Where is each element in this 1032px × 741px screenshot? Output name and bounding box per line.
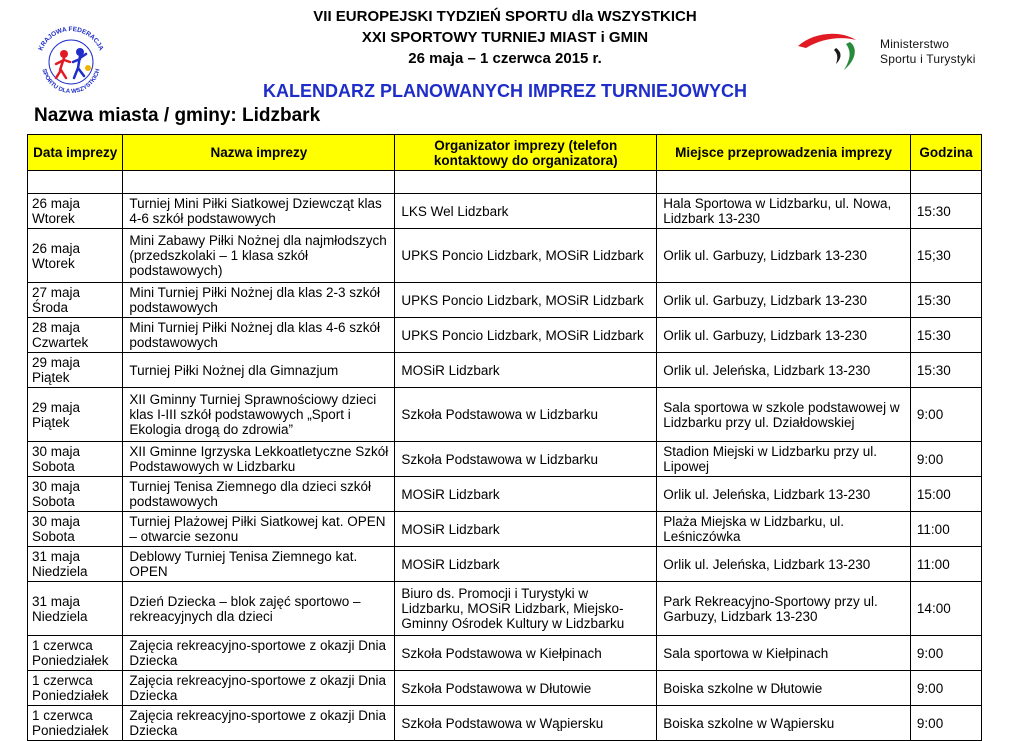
name-cell: Mini Turniej Piłki Nożnej dla klas 4-6 szkół podstawowych xyxy=(123,318,395,353)
name-cell: Deblowy Turniej Tenisa Ziemnego kat. OPEN xyxy=(123,547,395,582)
organizer-cell: MOSiR Lidzbark xyxy=(395,353,657,388)
organizer-cell: UPKS Poncio Lidzbark, MOSiR Lidzbark xyxy=(395,229,657,283)
name-cell: Turniej Piłki Nożnej dla Gimnazjum xyxy=(123,353,395,388)
table-row xyxy=(28,477,982,512)
name-cell: Zajęcia rekreacyjno-sportowe z okazji Dnia Dziecka xyxy=(123,636,395,671)
document-header xyxy=(0,0,1032,132)
organizer-cell: Szkoła Podstawowa w Wąpiersku xyxy=(395,706,657,741)
header-place: Miejsce przeprowadzenia imprezy xyxy=(657,135,911,171)
header-time: Godzina xyxy=(910,135,981,171)
date-cell: 31 maja Niedziela xyxy=(28,547,123,582)
place-cell: Plaża Miejska w Lidzbarku, ul. Leśniczówka xyxy=(657,512,911,547)
name-cell: Mini Turniej Piłki Nożnej dla klas 2-3 szkół podstawowych xyxy=(123,283,395,318)
table-row xyxy=(28,706,982,741)
organizer-cell: Szkoła Podstawowa w Lidzbarku xyxy=(395,442,657,477)
place-cell: Sala sportowa w szkole podstawowej w Lidzbarku przy ul. Działdowskiej xyxy=(657,388,911,442)
place-cell: Hala Sportowa w Lidzbarku, ul. Nowa, Lidzbark 13-230 xyxy=(657,194,911,229)
name-cell: XII Gminne Igrzyska Lekkoatletyczne Szkół Podstawowych w Lidzbarku xyxy=(123,442,395,477)
name-cell: Zajęcia rekreacyjno-sportowe z okazji Dnia Dziecka xyxy=(123,706,395,741)
ministry-line-1: Ministerstwo xyxy=(880,37,950,51)
events-table xyxy=(27,134,982,741)
date-cell: 28 maja Czwartek xyxy=(28,318,123,353)
date-cell: 1 czerwca Poniedziałek xyxy=(28,636,123,671)
federation-logo-icon xyxy=(30,18,112,100)
time-cell: 9:00 xyxy=(910,388,981,442)
table-row xyxy=(28,318,982,353)
name-cell: Dzień Dziecka – blok zajęć sportowo – rekreacyjnych dla dzieci xyxy=(123,582,395,636)
date-cell: 26 maja Wtorek xyxy=(28,229,123,283)
name-cell: Turniej Mini Piłki Siatkowej Dziewcząt klas 4-6 szkół podstawowych xyxy=(123,194,395,229)
time-cell: 9:00 xyxy=(910,706,981,741)
table-header-row xyxy=(28,135,982,171)
date-cell: 30 maja Sobota xyxy=(28,512,123,547)
organizer-cell: UPKS Poncio Lidzbark, MOSiR Lidzbark xyxy=(395,283,657,318)
time-cell: 15;30 xyxy=(910,229,981,283)
date-cell: 31 maja Niedziela xyxy=(28,582,123,636)
table-row xyxy=(28,353,982,388)
organizer-cell: Szkoła Podstawowa w Dłutowie xyxy=(395,671,657,706)
table-row xyxy=(28,442,982,477)
table-cell xyxy=(395,171,657,194)
organizer-cell: UPKS Poncio Lidzbark, MOSiR Lidzbark xyxy=(395,318,657,353)
table-row xyxy=(28,388,982,442)
table-row xyxy=(28,512,982,547)
name-cell: XII Gminny Turniej Sprawnościowy dzieci klas I-III szkół podstawowych „Sport i Ekologia drogą do zdrowia” xyxy=(123,388,395,442)
place-cell: Sala sportowa w Kiełpinach xyxy=(657,636,911,671)
date-cell: 26 maja Wtorek xyxy=(28,194,123,229)
place-cell: Orlik ul. Garbuzy, Lidzbark 13-230 xyxy=(657,229,911,283)
date-cell: 30 maja Sobota xyxy=(28,442,123,477)
place-cell: Boiska szkolne w Wąpiersku xyxy=(657,706,911,741)
table-row xyxy=(28,582,982,636)
place-cell: Boiska szkolne w Dłutowie xyxy=(657,671,911,706)
table-row xyxy=(28,671,982,706)
table-body xyxy=(28,171,982,741)
logo-text-top: KRAJOWA FEDERACJA xyxy=(37,25,105,52)
place-cell: Orlik ul. Jeleńska, Lidzbark 13-230 xyxy=(657,353,911,388)
table-row xyxy=(28,229,982,283)
name-cell: Turniej Plażowej Piłki Siatkowej kat. OPEN – otwarcie sezonu xyxy=(123,512,395,547)
time-cell: 11:00 xyxy=(910,547,981,582)
table-row xyxy=(28,636,982,671)
organizer-cell: Biuro ds. Promocji i Turystyki w Lidzbarku, MOSiR Lidzbark, Miejsko-Gminny Ośrodek Kultury w Lidzbarku xyxy=(395,582,657,636)
organizer-cell: MOSiR Lidzbark xyxy=(395,547,657,582)
date-cell: 30 maja Sobota xyxy=(28,477,123,512)
organizer-cell: MOSiR Lidzbark xyxy=(395,477,657,512)
time-cell: 14:00 xyxy=(910,582,981,636)
title-line-3: 26 maja – 1 czerwca 2015 r. xyxy=(408,50,602,67)
organizer-cell: Szkoła Podstawowa w Lidzbarku xyxy=(395,388,657,442)
date-cell: 1 czerwca Poniedziałek xyxy=(28,706,123,741)
table-row xyxy=(28,283,982,318)
date-cell: 1 czerwca Poniedziałek xyxy=(28,671,123,706)
date-cell: 27 maja Środa xyxy=(28,283,123,318)
organizer-cell: MOSiR Lidzbark xyxy=(395,512,657,547)
time-cell: 9:00 xyxy=(910,442,981,477)
time-cell: 15:30 xyxy=(910,283,981,318)
table-cell xyxy=(28,171,123,194)
place-cell: Orlik ul. Garbuzy, Lidzbark 13-230 xyxy=(657,283,911,318)
table-row xyxy=(28,194,982,229)
name-cell: Zajęcia rekreacyjno-sportowe z okazji Dnia Dziecka xyxy=(123,671,395,706)
calendar-title: KALENDARZ PLANOWANYCH IMPREZ TURNIEJOWYCH xyxy=(263,81,747,101)
name-cell: Mini Zabawy Piłki Nożnej dla najmłodszych (przedszkolaki – 1 klasa szkół podstawowych) xyxy=(123,229,395,283)
ministry-swoosh-icon xyxy=(796,26,866,76)
organizer-cell: Szkoła Podstawowa w Kiełpinach xyxy=(395,636,657,671)
ministry-line-2: Sportu i Turystyki xyxy=(880,52,976,66)
date-cell: 29 maja Piątek xyxy=(28,353,123,388)
place-cell: Stadion Miejski w Lidzbarku przy ul. Lipowej xyxy=(657,442,911,477)
place-cell: Park Rekreacyjno-Sportowy przy ul. Garbuzy, Lidzbark 13-230 xyxy=(657,582,911,636)
title-line-1: VII EUROPEJSKI TYDZIEŃ SPORTU dla WSZYSTKICH xyxy=(313,8,697,25)
date-cell: 29 maja Piątek xyxy=(28,388,123,442)
time-cell: 15:00 xyxy=(910,477,981,512)
place-cell: Orlik ul. Jeleńska, Lidzbark 13-230 xyxy=(657,547,911,582)
title-line-2: XXI SPORTOWY TURNIEJ MIAST i GMIN xyxy=(361,29,649,46)
header-organizer: Organizator imprezy (telefon kontaktowy do organizatora) xyxy=(395,135,657,171)
table-cell xyxy=(123,171,395,194)
ministry-name xyxy=(880,37,976,67)
time-cell: 15:30 xyxy=(910,318,981,353)
ministry-logo xyxy=(796,26,996,76)
name-cell: Turniej Tenisa Ziemnego dla dzieci szkół podstawowych xyxy=(123,477,395,512)
header-name: Nazwa imprezy xyxy=(123,135,395,171)
table-row-empty xyxy=(28,171,982,194)
city-name: Nazwa miasta / gminy: Lidzbark xyxy=(34,105,321,126)
table-cell xyxy=(657,171,911,194)
place-cell: Orlik ul. Garbuzy, Lidzbark 13-230 xyxy=(657,318,911,353)
table-row xyxy=(28,547,982,582)
time-cell: 9:00 xyxy=(910,671,981,706)
header-date: Data imprezy xyxy=(28,135,123,171)
place-cell: Orlik ul. Jeleńska, Lidzbark 13-230 xyxy=(657,477,911,512)
time-cell: 11:00 xyxy=(910,512,981,547)
logo-text-bottom: SPORTU DLA WSZYSTKICH xyxy=(40,68,102,96)
time-cell: 15:30 xyxy=(910,194,981,229)
time-cell: 15:30 xyxy=(910,353,981,388)
time-cell: 9:00 xyxy=(910,636,981,671)
organizer-cell: LKS Wel Lidzbark xyxy=(395,194,657,229)
table-cell xyxy=(910,171,981,194)
